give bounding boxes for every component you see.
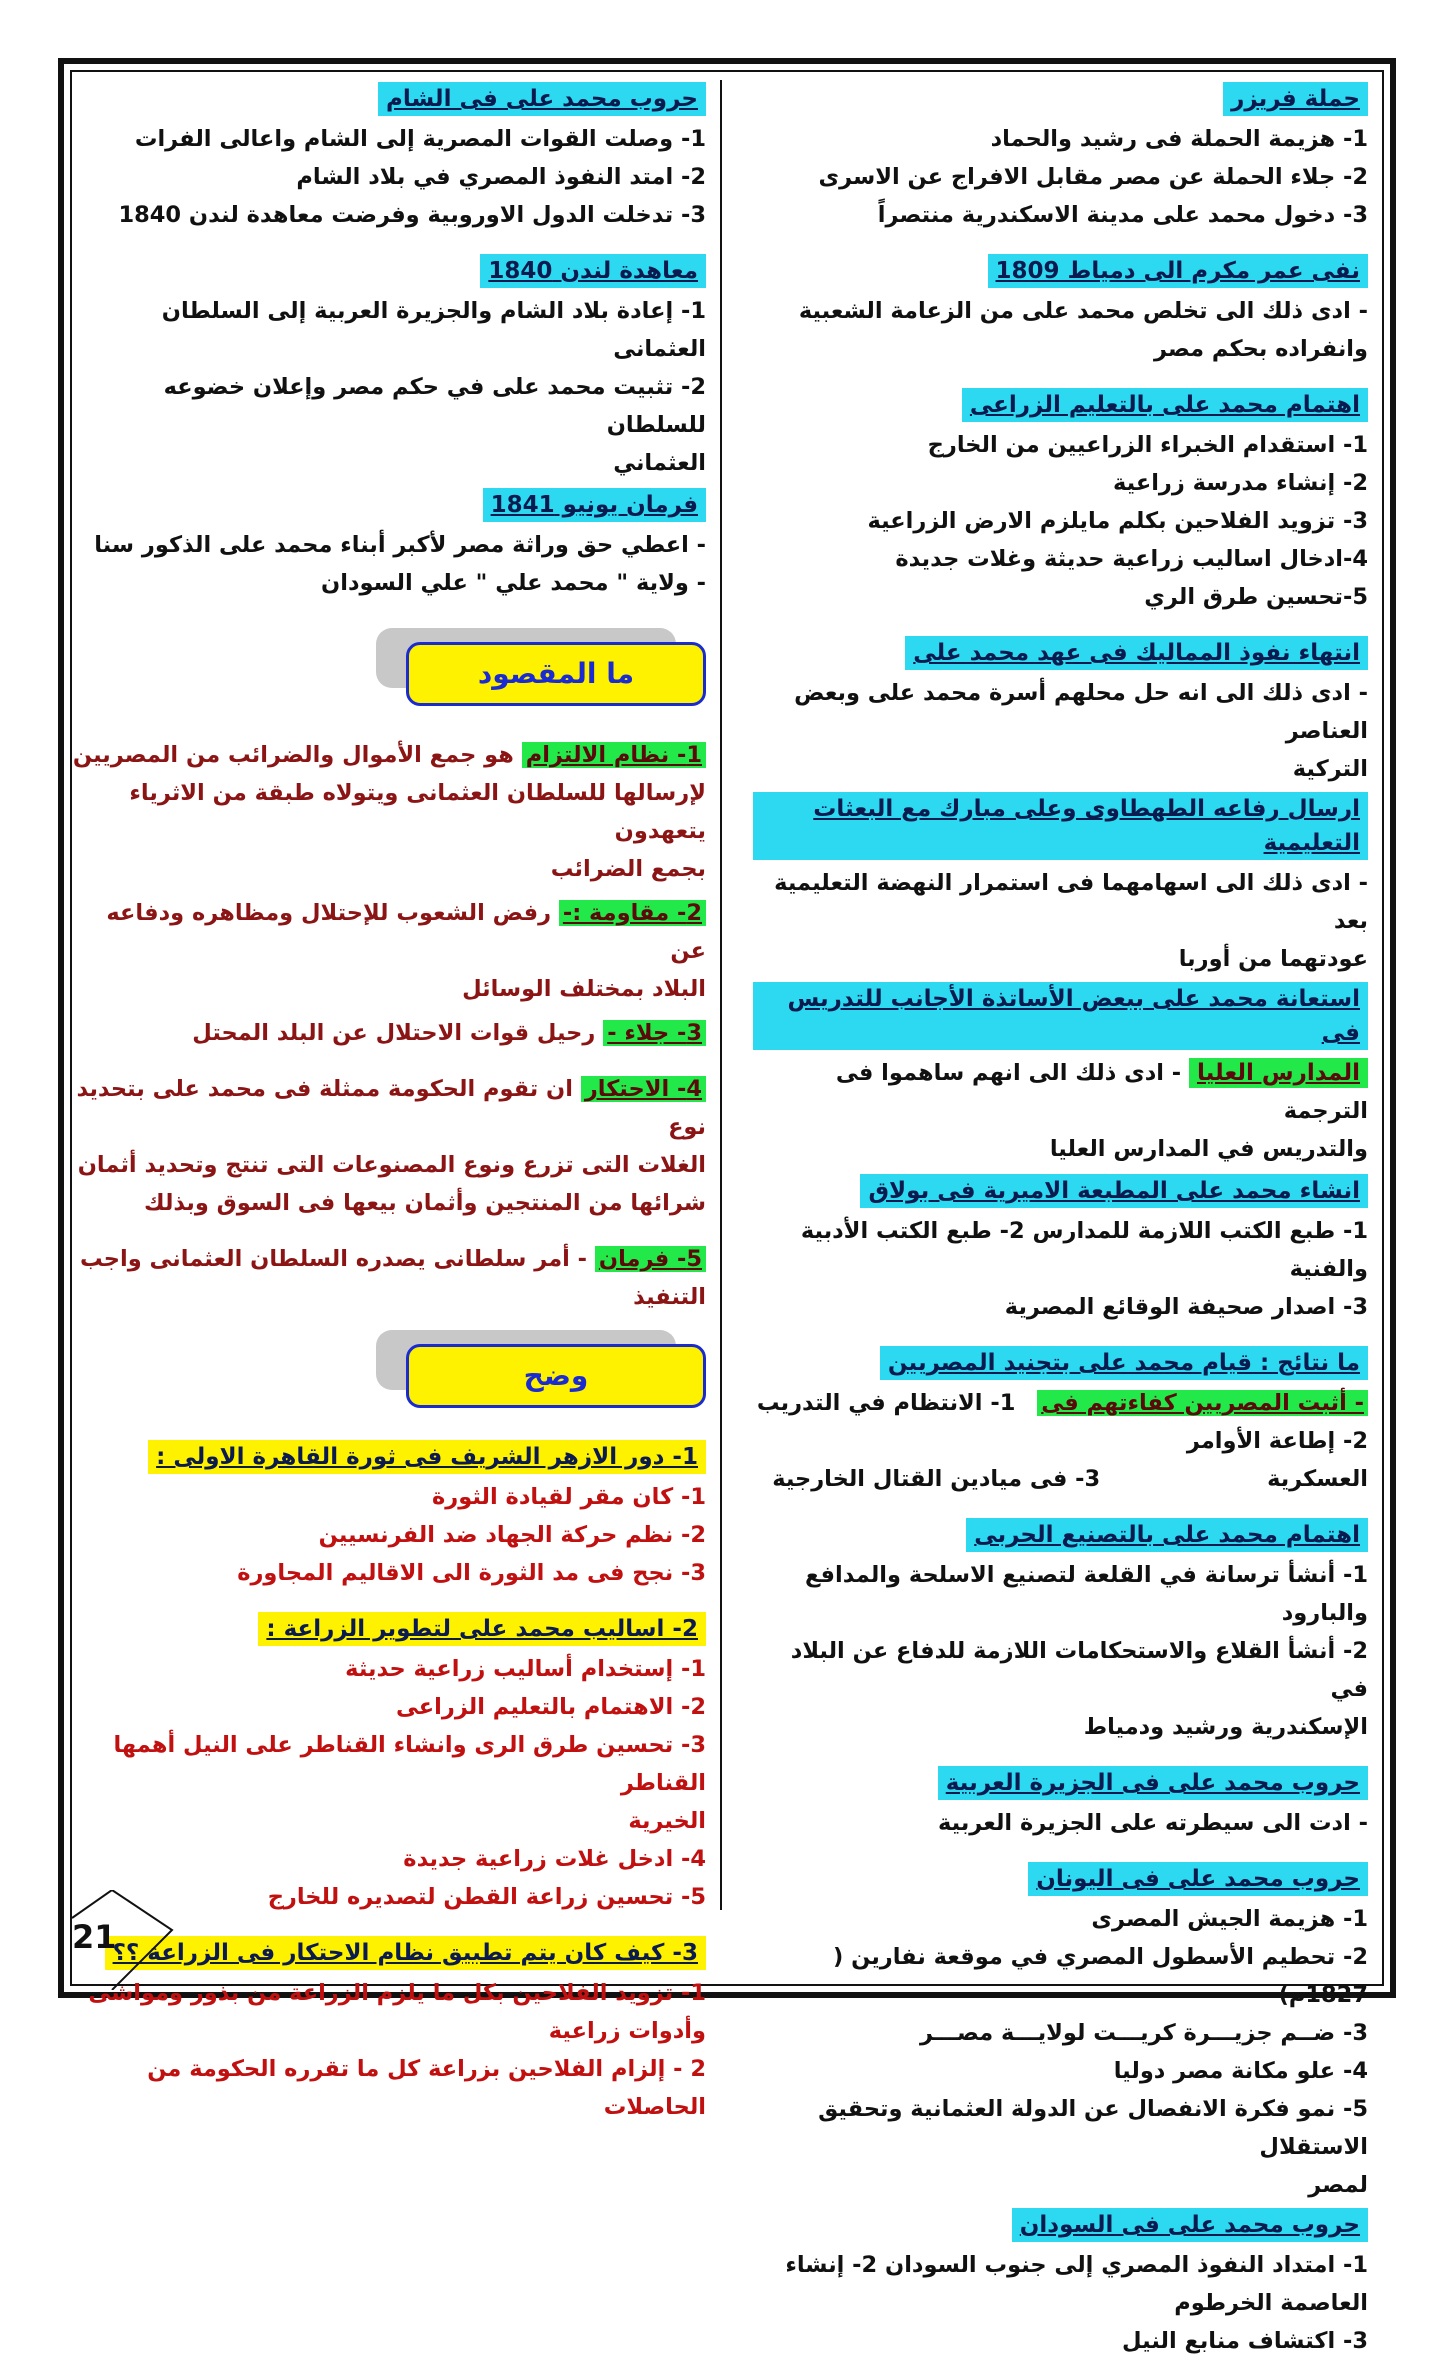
section-title: حروب محمد على فى الشام	[378, 82, 706, 116]
section-title: ما نتائج : قيام محمد على بتجنيد المصريين	[880, 1346, 1368, 1380]
definition-term: 5- فرمان	[595, 1246, 706, 1272]
page-number: 21	[72, 1918, 117, 1956]
column-divider	[720, 80, 722, 1910]
definition-text: - أمر سلطانى يصدره السلطان العثمانى واجب	[79, 1246, 595, 1272]
list-item: 1- استقدام الخبراء الزراعيين من الخارج	[927, 432, 1368, 458]
list-item: 3- اكتشاف منابع النيل	[1122, 2328, 1368, 2354]
list-item: الإسكندرية ورشيد ودمياط	[1083, 1714, 1368, 1740]
list-item: - ولاية " محمد علي " علي السودان	[321, 570, 706, 596]
list-item-text: 2- إطاعة الأوامر العسكرية	[1186, 1428, 1368, 1492]
list-item	[753, 1422, 1368, 1498]
definition-item	[66, 1014, 706, 1052]
section-title: انشاء محمد على المطبعة الاميرية فى بولاق	[860, 1174, 1368, 1208]
section-title: حروب محمد على فى السودان	[1012, 2208, 1368, 2242]
list-item: وأدوات زراعية	[548, 2018, 706, 2044]
section-conscription	[753, 1344, 1368, 1498]
meaning-title: ما المقصود	[406, 642, 706, 706]
section-sham	[66, 80, 706, 234]
section-firman-1841	[66, 486, 706, 602]
definition-line	[66, 1240, 706, 1278]
list-item: 4- ادخل غلات زراعية جديدة	[403, 1846, 706, 1872]
highlight-lead: - أثبت المصريين كفاءتهم فى	[1037, 1390, 1368, 1416]
list-item: - ادى ذلك الى اسهامهما فى استمرار النهضة التعليمية بعد	[774, 870, 1368, 934]
section-title: حملة فريزر	[1223, 82, 1368, 116]
list-item	[753, 1054, 1368, 1130]
definition-term: 2- مقاومة :-	[559, 900, 706, 926]
definition-text: لإرسالها للسلطان العثمانى ويتولاه طبقة من الاثرياء يتعهدون	[129, 780, 706, 844]
section-title: حروب محمد على فى الجزيرة العربية	[938, 1766, 1368, 1800]
section-foreign-teachers	[753, 982, 1368, 1168]
list-item: 4-ادخال اساليب زراعية حديثة وغلات جديدة	[895, 546, 1368, 572]
list-item: عودتهما من أوربا	[1178, 946, 1368, 972]
list-item: - اعطي حق وراثة مصر لأكبر أبناء محمد على الذكور سنا	[94, 532, 706, 558]
list-item: 2- أنشأ القلاع والاستحكامات اللازمة للدفاع عن البلاد في	[790, 1638, 1368, 1702]
definition-item	[66, 1240, 706, 1316]
section-press	[753, 1172, 1368, 1326]
list-item: 1- إعادة بلاد الشام والجزيرة العربية إلى السلطان العثمانى	[161, 298, 706, 362]
definition-item	[66, 894, 706, 1008]
definition-term: 3- جلاء -	[603, 1020, 706, 1046]
list-item: والتدريس في المدارس العليا	[1049, 1136, 1368, 1162]
definition-text: البلاد بمختلف الوسائل	[462, 976, 706, 1002]
list-item: 5- نمو فكرة الانفصال عن الدولة العثمانية وتحقيق الاستقلال	[818, 2096, 1368, 2160]
section-title: حروب محمد على فى اليونان	[1028, 1862, 1368, 1896]
definition-text: بجمع الضرائب	[550, 856, 706, 882]
list-item: العاصمة الخرطوم	[1174, 2290, 1368, 2316]
definition-term: 1- نظام الالتزام	[522, 742, 706, 768]
right-column	[753, 80, 1368, 2378]
list-item: 5- تحسين زراعة القطن لتصديره للخارج	[267, 1884, 706, 1910]
section-agri-methods	[66, 1610, 706, 1916]
list-item: 3- ضــم جزيـــرة كريـــت لولايـــة مصـــر	[919, 2020, 1368, 2046]
section-title: انتهاء نفوذ المماليك فى عهد محمد على	[905, 636, 1368, 670]
section-omar-makram	[753, 252, 1368, 368]
section-fraser	[753, 80, 1368, 234]
definition-item	[66, 736, 706, 888]
question-title: 3- كيف كان يتم تطبيق نظام الاحتكار فى الزراعة ؟؟	[105, 1936, 706, 1970]
definition-text: الغلات التى تزرع ونوع المصنوعات التى تنتج وتحديد أثمان	[77, 1152, 706, 1178]
definition-text: هو جمع الأموال والضرائب من المصريين	[72, 742, 522, 768]
definition-text: رفض الشعوب للإحتلال ومظاهره ودفاعه عن	[106, 900, 706, 964]
definition-text: التنفيذ	[633, 1284, 706, 1310]
list-item: 1- امتداد النفوذ المصري إلى جنوب السودان 2- إنشاء	[785, 2252, 1368, 2278]
list-item: 2- امتد النفوذ المصري في بلاد الشام	[296, 164, 706, 190]
list-item	[753, 1384, 1368, 1422]
section-title-continued: المدارس العليا	[1189, 1058, 1368, 1088]
definition-line	[66, 736, 706, 774]
list-item: - ادى ذلك الى انه حل محلهم أسرة محمد على وبعض العناصر	[794, 680, 1368, 744]
list-item: 2 - إلزام الفلاحين بزراعة كل ما تقرره الحكومة من الحاصلات	[147, 2056, 706, 2120]
list-item: لمصر	[1308, 2172, 1368, 2198]
list-item: التركية	[1292, 756, 1368, 782]
definition-text: شرائها من المنتجين وأثمان بيعها فى السوق وبذلك	[144, 1190, 706, 1216]
question-title: 2- اساليب محمد على لتطوير الزراعة :	[258, 1612, 706, 1646]
list-item-text: 3- فى ميادين القتال الخارجية	[772, 1466, 1101, 1492]
definition-line	[66, 894, 706, 970]
list-item: 2- نظم حركة الجهاد ضد الفرنسيين	[318, 1522, 706, 1548]
list-item: 3- دخول محمد على مدينة الاسكندرية منتصراً	[877, 202, 1368, 228]
list-item: 1- وصلت القوات المصرية إلى الشام واعالى الفرات	[134, 126, 706, 152]
list-item: 2- تثبيت محمد على في حكم مصر وإعلان خضوعه للسلطان	[163, 374, 706, 438]
definition-item	[66, 1070, 706, 1222]
section-title: نفى عمر مكرم الى دمياط 1809	[988, 254, 1368, 288]
section-agri-education	[753, 386, 1368, 616]
section-greece	[753, 1860, 1368, 2204]
definition-line	[66, 1070, 706, 1146]
list-item: - ادى ذلك الى تخلص محمد على من الزعامة الشعبية	[798, 298, 1368, 324]
list-item: 3- اصدار صحيفة الوقائع المصرية	[1004, 1294, 1368, 1320]
section-arabia	[753, 1764, 1368, 1842]
list-item: 4- علو مكانة مصر دوليا	[1113, 2058, 1368, 2084]
section-london-treaty	[66, 252, 706, 482]
list-item: 3- تزويد الفلاحين بكلم مايلزم الارض الزراعية	[867, 508, 1368, 534]
list-item-text: 1- الانتظام في التدريب	[756, 1390, 1016, 1416]
explain-title: وضح	[406, 1344, 706, 1408]
list-item: 1- تزويد الفلاحين بكل ما يلزم الزراعة من بذور ومواشى	[88, 1980, 706, 2006]
list-item: 5-تحسين طرق الري	[1144, 584, 1368, 610]
list-item: 1- هزيمة الحملة فى رشيد والحماد	[990, 126, 1368, 152]
list-item: الخيرية	[628, 1808, 706, 1834]
list-item: 1- أنشأ ترسانة في القلعة لتصنيع الاسلحة والمدافع والبارود	[804, 1562, 1368, 1626]
definition-term: 4- الاحتكار	[581, 1076, 706, 1102]
list-item: 1- هزيمة الجيش المصرى	[1091, 1906, 1368, 1932]
list-item: 1- كان مقر لقيادة الثورة	[432, 1484, 706, 1510]
left-column	[66, 80, 706, 2144]
section-title: ارسال رفاعه الطهطاوى وعلى مبارك مع البعثات التعليمية	[753, 792, 1368, 860]
section-title: معاهدة لندن 1840	[480, 254, 706, 288]
list-item: - ادت الى سيطرته على الجزيرة العربية	[937, 1810, 1368, 1836]
list-item: 2- جلاء الحملة عن مصر مقابل الافراج عن الاسرى	[818, 164, 1368, 190]
definitions-list	[66, 736, 706, 1316]
definition-text: رحيل قوات الاحتلال عن البلد المحتل	[192, 1020, 604, 1046]
list-item: 3- تحسين طرق الرى وانشاء القناطر على النيل أهمها القناطر	[113, 1732, 706, 1796]
list-item: وانفراده بحكم مصر	[1153, 336, 1368, 362]
list-item: 3- نجح فى مد الثورة الى الاقاليم المجاورة	[237, 1560, 706, 1586]
section-title: فرمان يونيو 1841	[483, 488, 706, 522]
list-item: 2- الاهتمام بالتعليم الزراعى	[396, 1694, 706, 1720]
list-item: العثماني	[613, 450, 706, 476]
section-missions	[753, 792, 1368, 978]
section-mamluks	[753, 634, 1368, 788]
section-title: استعانة محمد على ببعض الأساتذة الأجانب للتدريس فى	[753, 982, 1368, 1050]
explain-title-box	[394, 1344, 706, 1416]
result-text: - ادى ذلك الى انهم ساهموا فى الترجمة	[835, 1060, 1368, 1124]
section-arms	[753, 1516, 1368, 1746]
definition-line	[66, 1014, 706, 1052]
question-title: 1- دور الازهر الشريف فى ثورة القاهرة الاولى :	[148, 1440, 706, 1474]
list-item: 3- تدخلت الدول الاوروبية وفرضت معاهدة لندن 1840	[118, 202, 706, 228]
section-title: اهتمام محمد على بالتعليم الزراعى	[962, 388, 1368, 422]
section-sudan	[753, 2206, 1368, 2360]
section-title: اهتمام محمد على بالتصنيع الحربى	[966, 1518, 1368, 1552]
list-item: 1- إستخدام أساليب زراعية حديثة	[345, 1656, 706, 1682]
meaning-title-box	[394, 642, 706, 714]
section-azhar	[66, 1438, 706, 1592]
list-item: 2- تحطيم الأسطول المصري في موقعة نفارين ( 1827م)	[832, 1944, 1368, 2008]
definition-text: ان تقوم الحكومة ممثلة فى محمد على بتحديد نوع	[76, 1076, 706, 1140]
list-item: 1- طبع الكتب اللازمة للمدارس 2- طبع الكتب الأدبية والفنية	[800, 1218, 1368, 1282]
list-item: 2- إنشاء مدرسة زراعية	[1113, 470, 1368, 496]
